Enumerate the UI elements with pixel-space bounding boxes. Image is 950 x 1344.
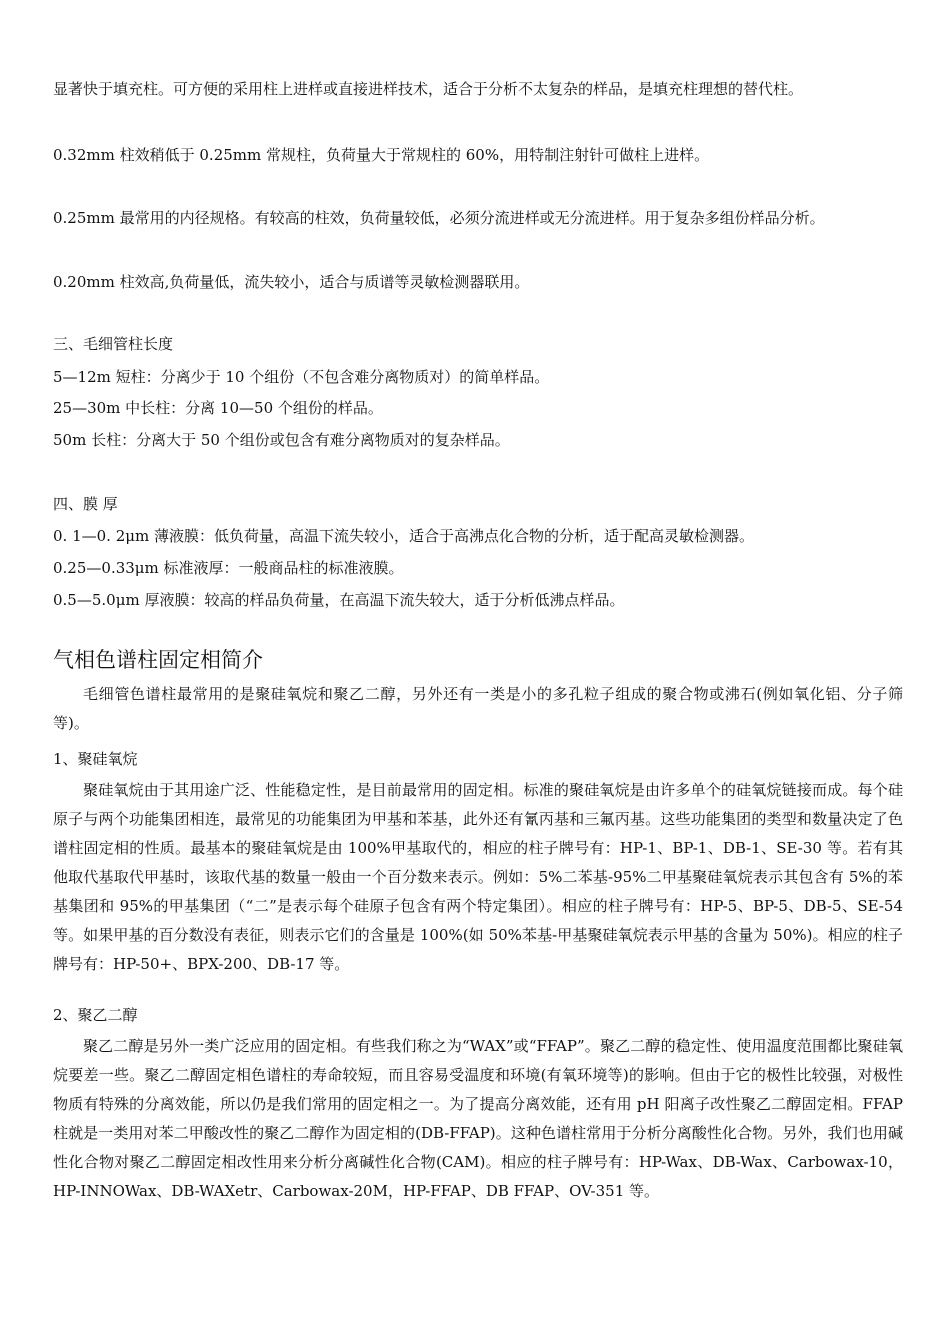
film-thin-item: 0. 1—0. 2μm 薄液膜：低负荷量，高温下流失较小，适合于高沸点化合物的分析，适于配高灵敏检测器。: [53, 527, 754, 545]
stationary-intro-paragraph: 毛细管色谱柱最常用的是聚硅氧烷和聚乙二醇，另外还有一类是小的多孔粒子组成的聚合物或沸石(例如氧化铝、分子筛等)。: [53, 685, 903, 732]
peg-title: 2、聚乙二醇: [53, 1006, 138, 1024]
polysiloxane-title: 1、聚硅氧烷: [53, 750, 138, 768]
length-medium-item: 25—30m 中长柱：分离 10—50 个组份的样品。: [53, 399, 383, 417]
diameter-025-line: 0.25mm 最常用的内径规格。有较高的柱效，负荷量较低，必须分流进样或无分流进样。用于复杂多组份样品分析。: [53, 209, 825, 227]
stationary-phase-heading: 气相色谱柱固定相简介: [53, 648, 263, 672]
diameter-032-line: 0.32mm 柱效稍低于 0.25mm 常规柱，负荷量大于常规柱的 60%，用特制注射针可做柱上进样。: [53, 146, 710, 164]
length-long-item: 50m 长柱：分离大于 50 个组份或包含有难分离物质对的复杂样品。: [53, 431, 510, 449]
film-thick-item: 0.5—5.0μm 厚液膜：较高的样品负荷量，在高温下流失较大，适于分析低沸点样品。: [53, 591, 625, 609]
section-length-title: 三、毛细管柱长度: [53, 335, 174, 353]
peg-paragraph: 聚乙二醇是另外一类广泛应用的固定相。有些我们称之为“WAX”或“FFAP”。聚乙二醇的稳定性、使用温度范围都比聚硅氧烷要差一些。聚乙二醇固定相色谱柱的寿命较短，而且容易受温度和环境(有氧环境等)的影响。但由于它的极性比较强，对极性物质有特殊的分离效能，所以仍是我们常用的固定相之一。为了提高分离效能，还有用 pH 阳离子改性聚乙二醇固定相。FFAP 柱就是一类用对苯二甲酸改性的聚乙二醇作为固定相的(DB-FFAP)。这种色谱柱常用于分析分离酸性化合物。另外，我们也用碱性化合物对聚乙二醇固定相改性用来分析分离碱性化合物(CAM)。相应的柱子牌号有：HP-Wax、DB-Wax、Carbowax-10，HP-INNOWax、DB-WAXetr、Carbowax-20M，HP-FFAP、DB FFAP、OV-351 等。: [53, 1037, 903, 1200]
diameter-020-line: 0.20mm 柱效高,负荷量低，流失较小，适合与质谱等灵敏检测器联用。: [53, 273, 530, 291]
film-standard-item: 0.25—0.33μm 标准液厚：一般商品柱的标准液膜。: [53, 559, 404, 577]
section-film-title: 四、膜 厚: [53, 495, 118, 513]
capillary-intro-line: 显著快于填充柱。可方便的采用柱上进样或直接进样技术，适合于分析不太复杂的样品，是填充柱理想的替代柱。: [53, 80, 804, 98]
polysiloxane-paragraph: 聚硅氧烷由于其用途广泛、性能稳定性，是目前最常用的固定相。标准的聚硅氧烷是由许多单个的硅氧烷链接而成。每个硅原子与两个功能集团相连，最常见的功能集团为甲基和苯基，此外还有氰丙基和三氟丙基。这些功能集团的类型和数量决定了色谱柱固定相的性质。最基本的聚硅氧烷是由 100%甲基取代的，相应的柱子牌号有：HP-1、BP-1、DB-1、SE-30 等。若有其他取代基取代甲基时，该取代基的数量一般由一个百分数来表示。例如：5%二苯基-95%二甲基聚硅氧烷表示其包含有 5%的苯基集团和 95%的甲基集团（“二”是表示每个硅原子包含有两个特定集团）。相应的柱子牌号有：HP-5、BP-5、DB-5、SE-54 等。如果甲基的百分数没有表征，则表示它们的含量是 100%(如 50%苯基-甲基聚硅氧烷表示甲基的含量为 50%)。相应的柱子牌号有：HP-50+、BPX-200、DB-17 等。: [53, 781, 903, 973]
length-short-item: 5—12m 短柱：分离少于 10 个组份（不包含难分离物质对）的简单样品。: [53, 368, 550, 386]
